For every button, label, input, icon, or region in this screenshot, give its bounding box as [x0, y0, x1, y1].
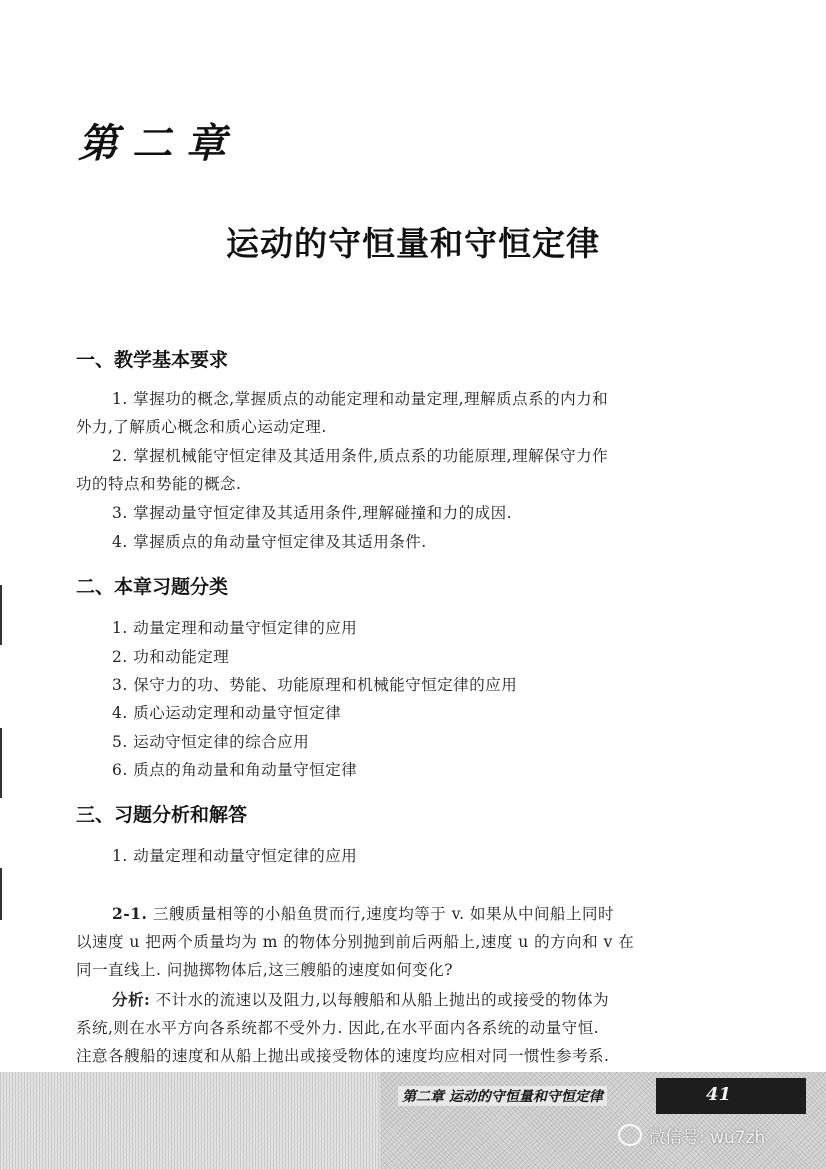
paragraph-line: 外力,了解质心概念和质心运动定理.: [76, 418, 327, 436]
analysis-text: 不计水的流速以及阻力,以每艘船和从船上抛出的或接受的物体为: [155, 991, 610, 1009]
list-item: 2. 功和动能定理: [112, 648, 230, 666]
list-item: 3. 保守力的功、势能、功能原理和机械能守恒定律的应用: [112, 676, 518, 694]
section-heading-3: 三、习题分析和解答: [76, 804, 248, 826]
problem-label: 2-1.: [112, 904, 148, 923]
scan-edge-rule: [0, 585, 2, 645]
page-number: 41: [706, 1084, 732, 1105]
list-item: 5. 运动守恒定律的综合应用: [112, 733, 310, 751]
list-item: 4. 质心运动定理和动量守恒定律: [112, 704, 342, 722]
analysis-line: 系统,则在水平方向各系统都不受外力. 因此,在水平面内各系统的动量守恒.: [76, 1019, 600, 1037]
problem-line: [112, 902, 614, 924]
subsection-heading: 1. 动量定理和动量守恒定律的应用: [112, 847, 358, 865]
analysis-line: 注意各艘船的速度和从船上抛出或接受物体的速度均应相对同一惯性参考系.: [76, 1047, 610, 1065]
paragraph-line: 3. 掌握动量守恒定律及其适用条件,理解碰撞和力的成因.: [112, 504, 513, 522]
wechat-icon: [618, 1124, 642, 1146]
analysis-label: 分析:: [112, 990, 151, 1009]
chapter-title: 运动的守恒量和守恒定律: [226, 224, 600, 263]
scan-edge-rule: [0, 728, 2, 798]
scan-edge-rule: [0, 868, 2, 920]
watermark-text: 微信号: wu7zh: [648, 1127, 766, 1148]
section-heading-2: 二、本章习题分类: [76, 576, 229, 598]
running-head: 第二章 运动的守恒量和守恒定律: [398, 1086, 607, 1106]
footer-texture: [0, 1072, 380, 1169]
paragraph-line: 功的特点和势能的概念.: [76, 475, 242, 493]
analysis-line: [112, 988, 609, 1010]
list-item: 6. 质点的角动量和角动量守恒定律: [112, 761, 358, 779]
paragraph-line: 1. 掌握功的概念,掌握质点的动能定理和动量定理,理解质点系的内力和: [112, 390, 609, 408]
list-item: 1. 动量定理和动量守恒定律的应用: [112, 619, 358, 637]
watermark: [618, 1118, 765, 1152]
problem-text: 三艘质量相等的小船鱼贯而行,速度均等于 v. 如果从中间船上同时: [152, 905, 614, 923]
section-heading-1: 一、教学基本要求: [76, 349, 229, 371]
paragraph-line: 4. 掌握质点的角动量守恒定律及其适用条件.: [112, 533, 427, 551]
problem-line: 以速度 u 把两个质量均为 m 的物体分别抛到前后两船上,速度 u 的方向和 v 在: [76, 933, 635, 951]
problem-line: 同一直线上. 问抛掷物体后,这三艘船的速度如何变化?: [76, 961, 454, 979]
chapter-number: 第二章: [78, 120, 240, 167]
paragraph-line: 2. 掌握机械能守恒定律及其适用条件,质点系的功能原理,理解保守力作: [112, 447, 609, 465]
